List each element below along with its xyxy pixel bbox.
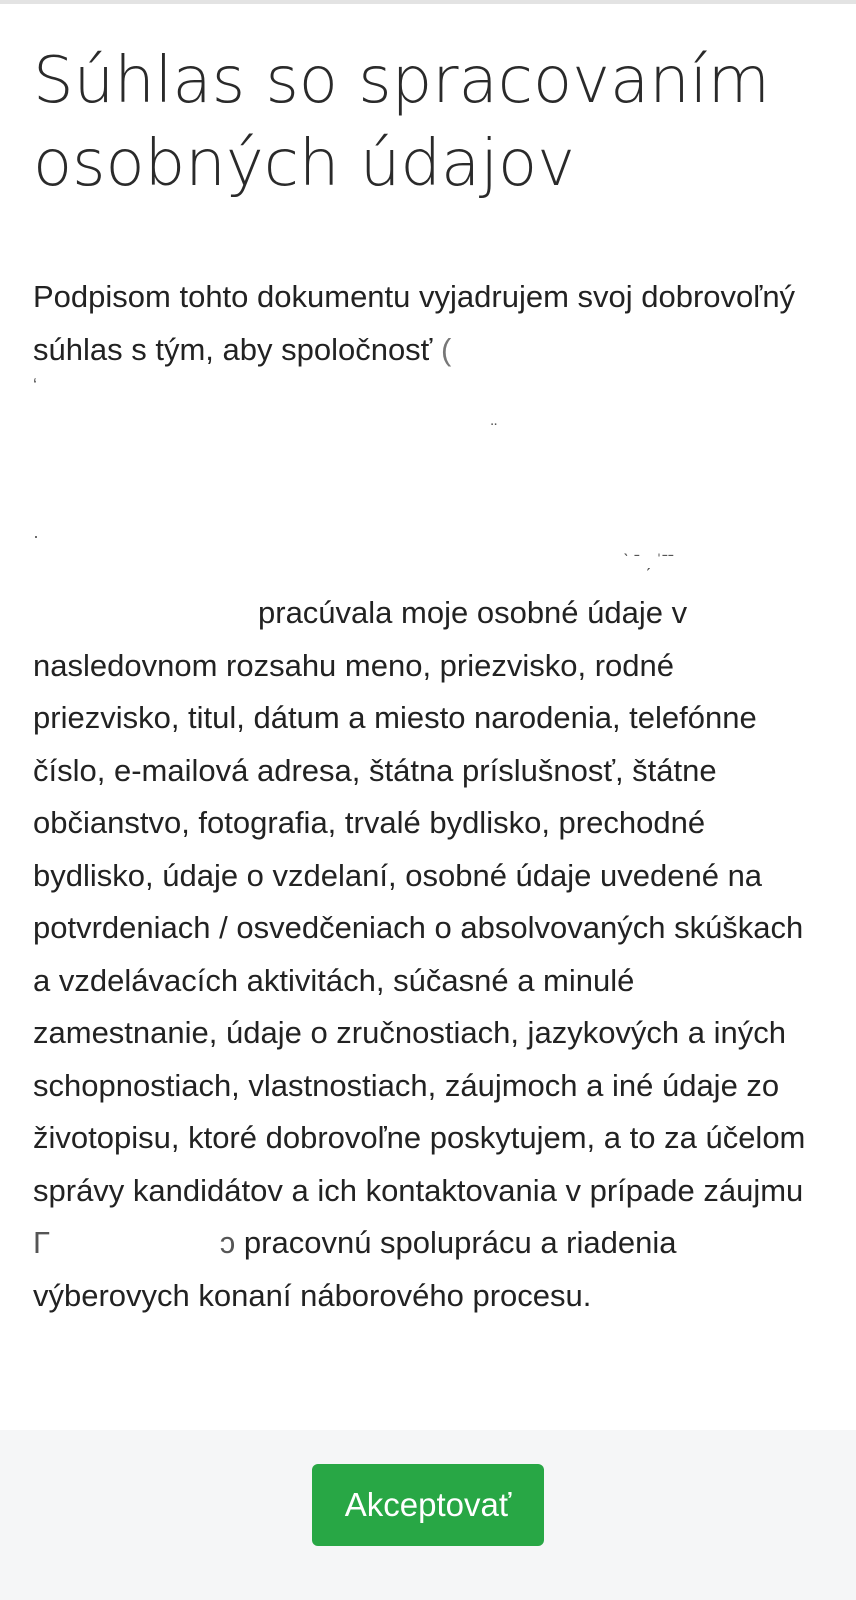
top-divider	[0, 0, 856, 4]
consent-text-end: pracovnú spoluprácu a riadenia výberovych konaní náborového procesu.	[33, 1225, 677, 1313]
redaction-fragment: ¨	[491, 420, 497, 440]
accept-button[interactable]: Akceptovať	[312, 1464, 544, 1546]
title-line-1: Súhlas so spracovaním	[33, 44, 770, 118]
redaction-fragment: ˋ ˉ ˏ ˈˉˉ	[623, 551, 674, 571]
redacted-company-details	[33, 375, 823, 587]
redaction-fragment: ɔ	[219, 1225, 236, 1260]
redaction-fragment: ʻ	[33, 376, 37, 396]
consent-content	[33, 40, 823, 1313]
consent-text-start	[33, 271, 823, 376]
consent-text-start-content: Podpisom tohto dokumentu vyjadrujem svoj dobrovoľný súhlas s tým, aby spoločnosť	[33, 279, 796, 367]
page-title	[33, 40, 823, 206]
redaction-fragment: Г	[33, 1225, 50, 1260]
redaction-fragment: (	[440, 331, 452, 367]
title-line-2: osobných údajov	[33, 127, 576, 201]
consent-text-main-content: pracúvala moje osobné údaje v nasledovnom rozsahu meno, priezvisko, rodné priezvisko, titul, dátum a miesto narodenia, telefónne číslo, e-mailová adresa, štátna príslušnosť, štátne občianstvo, fotografia, trvalé bydlisko, prechodné bydlisko, údaje o vzdelaní, osobné údaje uvedené na potvrdeniach / osvedčeniach o absolvovaných skúškach a vzdelávacích aktivitách, súčasné a minulé zamestnanie, údaje o zručnostiach, jazykových a iných schopnostiach, vlastnostiach, záujmoch a iné údaje zo životopisu, ktoré dobrovoľne poskytujem, a to za účelom správy kandidátov a ich kontaktovania v prípade záujmu	[33, 595, 806, 1208]
consent-footer	[0, 1430, 856, 1600]
consent-text-main	[33, 587, 823, 1322]
redaction-fragment: ·	[33, 526, 39, 546]
